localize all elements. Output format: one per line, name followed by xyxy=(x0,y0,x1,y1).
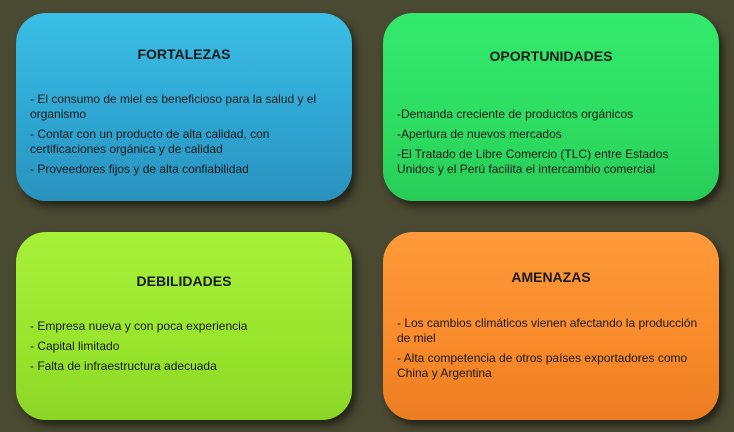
oportunidades-title: OPORTUNIDADES xyxy=(489,48,613,64)
oportunidades-box xyxy=(383,13,719,201)
debilidades-title: DEBILIDADES xyxy=(136,273,232,289)
amenazas-box xyxy=(383,232,719,420)
debilidades-item: - Empresa nueva y con poca experiencia xyxy=(30,319,248,333)
oportunidades-item: -Apertura de nuevos mercados xyxy=(397,127,562,141)
fortalezas-item: - Proveedores fijos y de alta confiabilidad xyxy=(30,162,249,176)
amenazas-item: - Alta competencia de otros países exportadores como China y Argentina xyxy=(397,351,688,380)
amenazas-item: - Los cambios climáticos vienen afectando la producción de miel xyxy=(397,316,698,345)
fortalezas-item: - El consumo de miel es beneficioso para la salud y el organismo xyxy=(30,92,317,121)
amenazas-list xyxy=(397,316,707,386)
oportunidades-item: -El Tratado de Libre Comercio (TLC) entre Estados Unidos y el Perú facilita el intercambio comercial xyxy=(397,147,669,176)
fortalezas-list xyxy=(30,92,340,182)
fortalezas-item: - Contar con un producto de alta calidad, con certificaciones orgánica y de calidad xyxy=(30,127,270,156)
oportunidades-item: -Demanda creciente de productos orgánicos xyxy=(397,107,634,121)
debilidades-item: - Capital limitado xyxy=(30,339,120,353)
debilidades-item: - Falta de infraestructura adecuada xyxy=(30,359,217,373)
debilidades-list xyxy=(30,319,340,379)
fortalezas-title: FORTALEZAS xyxy=(137,46,231,62)
debilidades-box xyxy=(16,232,352,420)
oportunidades-list xyxy=(397,107,707,182)
amenazas-title: AMENAZAS xyxy=(511,269,591,285)
fortalezas-box xyxy=(16,13,352,201)
